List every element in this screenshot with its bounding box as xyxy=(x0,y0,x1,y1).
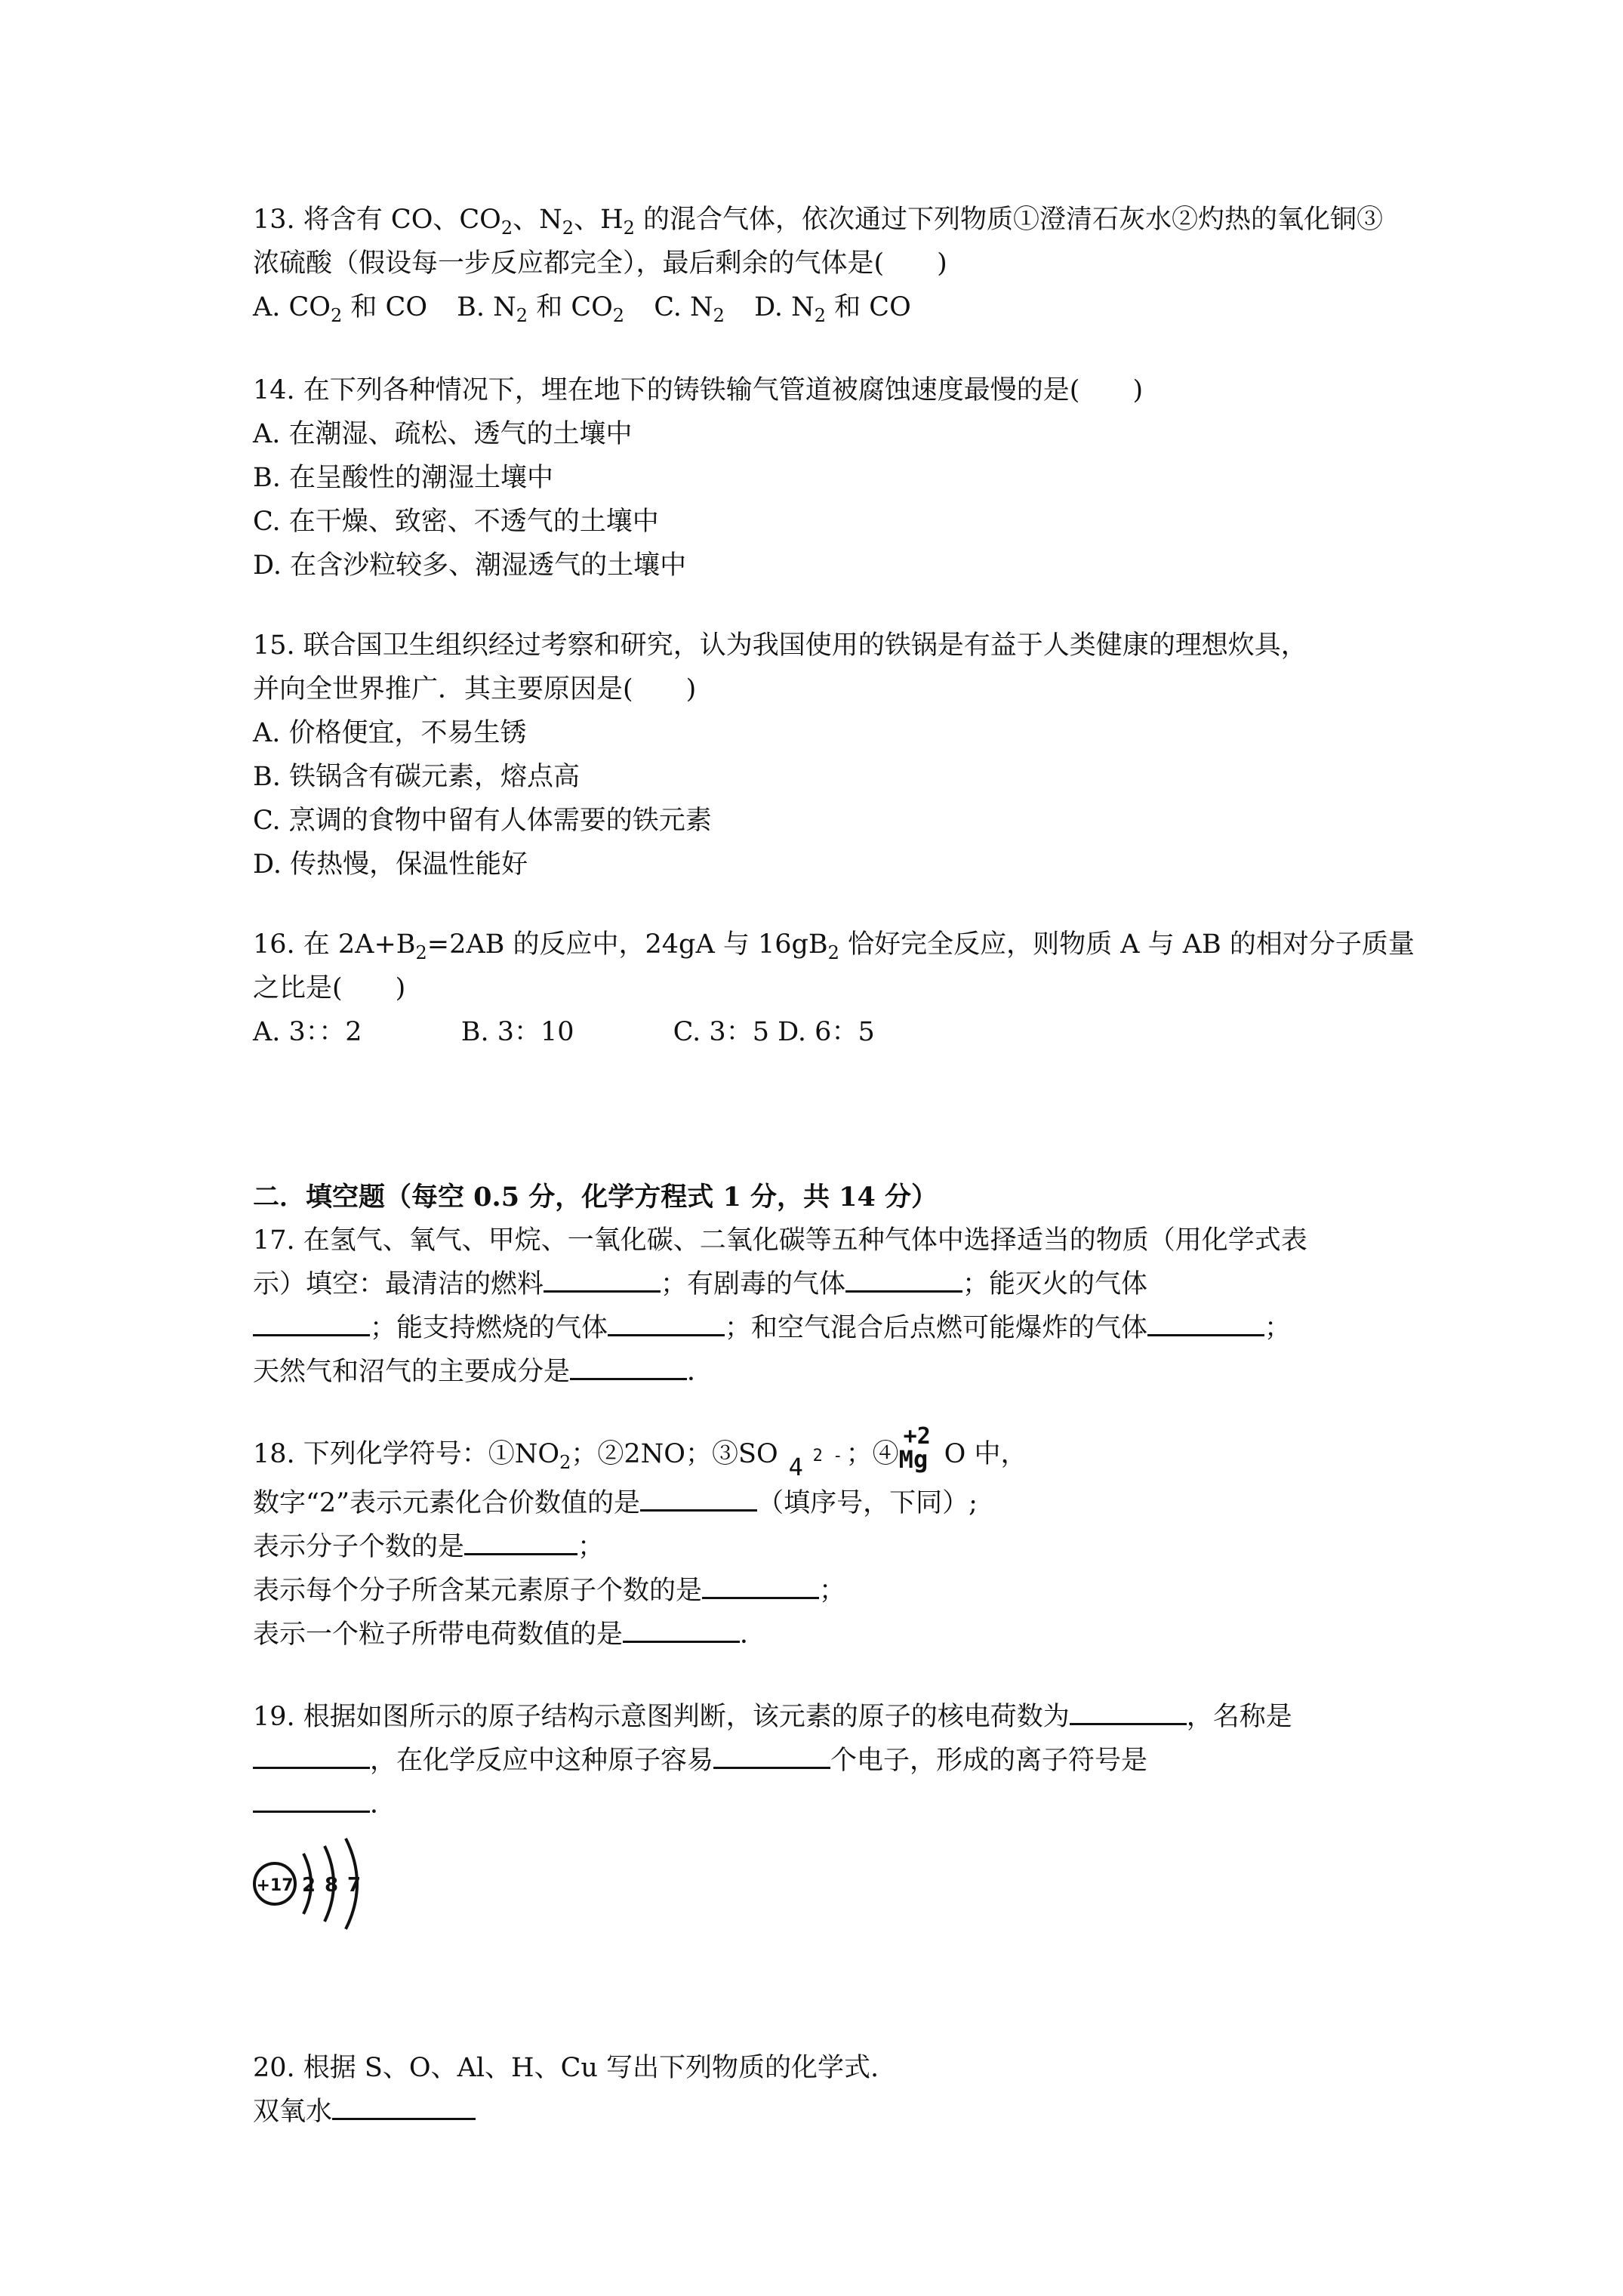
q17-blank-4[interactable] xyxy=(608,1308,725,1336)
q15-option-d[interactable]: D. 传热慢，保温性能好 xyxy=(253,849,528,880)
question-18 xyxy=(253,1423,1400,1657)
q14-option-b[interactable]: B. 在呈酸性的潮湿土壤中 xyxy=(253,463,553,493)
q16-line-1: 16. 在 $2A+B_2=2AB$ 的反应中，24gA 与 $16gB_2$ 恰好完全反应，则物质 A 与 AB 的相对分子质量 xyxy=(253,929,1415,963)
q17-blank-2[interactable] xyxy=(845,1265,962,1293)
q20-line-2: 双氧水 xyxy=(253,2090,1400,2134)
q18-blank-4[interactable] xyxy=(623,1615,740,1643)
q18-blank-1[interactable] xyxy=(640,1484,757,1512)
nucleus-charge: +17 xyxy=(256,1876,294,1895)
q13-line-1: 13. 将含有 CO、$CO_2$、$N_2$、$H_2$ 的混合气体，依次通过下列物质①澄清石灰水②灼热的氧化铜③ xyxy=(253,205,1384,239)
q18-blank-3[interactable] xyxy=(702,1571,819,1599)
q13-option-c[interactable]: C. $N_2$ xyxy=(654,292,725,326)
q15-option-a[interactable]: A. 价格便宜，不易生锈 xyxy=(253,718,527,748)
q15-line-2: 并向全世界推广．其主要原因是( ) xyxy=(253,674,697,704)
question-17 xyxy=(253,1219,1400,1394)
q16-option-a[interactable]: A. 3：：2 xyxy=(253,1017,362,1047)
mg-valence: +2 Mg xyxy=(898,1423,931,1474)
q15-option-c[interactable]: C. 烹调的食物中留有人体需要的铁元素 xyxy=(253,806,712,836)
sulfate-charge: 4 2 - xyxy=(788,1447,843,1481)
q17-blank-6[interactable] xyxy=(570,1352,687,1380)
q20-blank-1[interactable] xyxy=(332,2092,476,2120)
q14-option-d[interactable]: D. 在含沙粒较多、潮湿透气的土壤中 xyxy=(253,550,687,581)
q16-option-c[interactable]: C. 3：5 xyxy=(673,1017,769,1047)
q14-option-a[interactable]: A. 在潮湿、疏松、透气的土壤中 xyxy=(253,419,633,449)
q18-line-4: 表示每个分子所含某元素原子个数的是 ； xyxy=(253,1569,1400,1613)
q17-line-4: 天然气和沼气的主要成分是 ． xyxy=(253,1350,1400,1394)
question-19 xyxy=(253,1695,1400,1826)
question-20 xyxy=(253,2046,1400,2134)
q13-line-2: 浓硫酸（假设每一步反应都完全），最后剩余的气体是( ) xyxy=(253,248,947,279)
q19-line-1: 19. 根据如图所示的原子结构示意图判断，该元素的原子的核电荷数为 ，名称是 xyxy=(253,1695,1400,1739)
question-13 xyxy=(253,198,1400,329)
q18-line-3: 表示分子个数的是 ； xyxy=(253,1525,1400,1569)
q14-stem: 14. 在下列各种情况下，埋在地下的铸铁输气管道被腐蚀速度最慢的是( ) xyxy=(253,375,1144,405)
question-14 xyxy=(253,368,1400,587)
q17-blank-5[interactable] xyxy=(1147,1308,1264,1336)
q18-line-1: 18. 下列化学符号：$①NO_2$；②2NO；③SO 4 2 - ；④ +2 Mg O 中， xyxy=(253,1423,1027,1481)
q13-options xyxy=(253,285,1400,329)
section-2 xyxy=(253,1176,1400,1219)
question-16 xyxy=(253,923,1415,1054)
q14-option-c[interactable]: C. 在干燥、致密、不透气的土壤中 xyxy=(253,507,659,537)
q17-line-1: 17. 在氢气、氧气、甲烷、一氧化碳、二氧化碳等五种气体中选择适当的物质（用化学式表 xyxy=(253,1225,1307,1256)
q13-option-a[interactable]: A. $CO_2$ 和 CO xyxy=(253,292,428,326)
q17-blank-1[interactable] xyxy=(544,1265,661,1293)
q19-line-3: ． xyxy=(253,1783,1400,1826)
atom-structure-svg xyxy=(249,1831,385,1937)
q13-option-b[interactable]: B. $N_2$ 和 $CO_2$ xyxy=(457,292,625,326)
q20-line-1: 20. 根据 S、O、Al、H、Cu 写出下列物质的化学式. xyxy=(253,2053,879,2083)
q17-line-3: ；能支持燃烧的气体 ；和空气混合后点燃可能爆炸的气体 ； xyxy=(253,1306,1400,1350)
q16-line-2: 之比是( ) xyxy=(253,973,406,1003)
q18-line-2: 数字“2”表示元素化合价数值的是 （填序号，下同）; xyxy=(253,1481,1400,1525)
q13-option-d[interactable]: D. $N_2$ 和 CO xyxy=(754,292,911,326)
q15-line-1: 15. 联合国卫生组织经过考察和研究，认为我国使用的铁锅是有益于人类健康的理想炊具， xyxy=(253,630,1307,661)
shell-3-electrons: 7 xyxy=(346,1874,362,1897)
q19-blank-3[interactable] xyxy=(713,1741,830,1769)
q17-line-2: 示）填空：最清洁的燃料 ；有剧毒的气体 ；能灭火的气体 xyxy=(253,1262,1400,1306)
q15-option-b[interactable]: B. 铁锅含有碳元素，熔点高 xyxy=(253,762,580,792)
q16-option-b[interactable]: B. 3：10 xyxy=(460,1017,574,1047)
q19-blank-1[interactable] xyxy=(1070,1697,1187,1725)
section-2-heading: 二．填空题（每空 0.5 分，化学方程式 1 分，共 14 分） xyxy=(253,1182,938,1213)
q18-line-5: 表示一个粒子所带电荷数值的是 ． xyxy=(253,1613,1400,1657)
q16-options xyxy=(253,1010,1400,1054)
q17-blank-3[interactable] xyxy=(253,1308,370,1336)
atom-structure-diagram xyxy=(249,1831,385,1937)
shell-1-electrons: 2 xyxy=(301,1874,316,1897)
q18-blank-2[interactable] xyxy=(464,1527,577,1555)
shell-2-electrons: 8 xyxy=(324,1874,339,1897)
question-15 xyxy=(253,624,1400,886)
q19-blank-2[interactable] xyxy=(253,1741,370,1769)
q16-option-d[interactable]: D. 6：5 xyxy=(778,1017,875,1047)
q19-blank-4[interactable] xyxy=(253,1785,370,1813)
q19-line-2: ，在化学反应中这种原子容易 个电子，形成的离子符号是 xyxy=(253,1739,1400,1783)
